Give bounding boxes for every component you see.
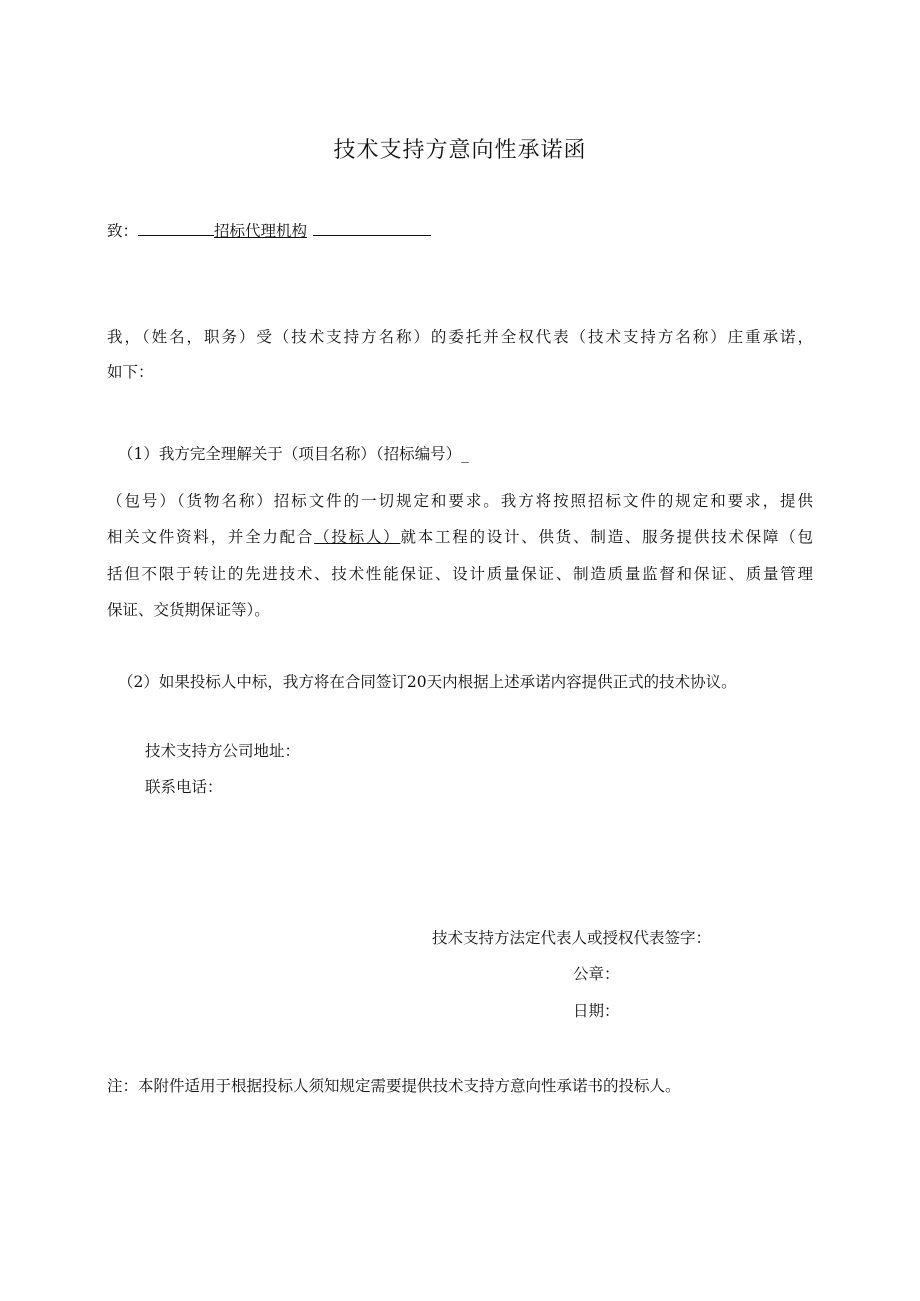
recipient-blank-right bbox=[313, 220, 431, 236]
seal-label: 公章： bbox=[573, 965, 620, 983]
item2-text: （2）如果投标人中标，我方将在合同签订20天内根据上述承诺内容提供正式的技术协议。 bbox=[118, 673, 737, 691]
recipient-label: 致： bbox=[107, 222, 139, 240]
item1-line-1: （1）我方完全理解关于（项目名称）（招标编号）_ bbox=[118, 445, 469, 463]
address-label: 技术支持方公司地址： bbox=[145, 742, 301, 760]
item1-line-3 bbox=[107, 527, 813, 547]
document-title: 技术支持方意向性承诺函 bbox=[333, 138, 587, 163]
recipient-line bbox=[107, 220, 431, 241]
recipient-blank-left bbox=[138, 220, 214, 236]
recipient-name: 招标代理机构 bbox=[214, 222, 308, 240]
item1-line-3-end: 就本工程的设计、供货、制造、服务提供技术保障（包 bbox=[400, 528, 813, 546]
date-label: 日期： bbox=[573, 1002, 620, 1020]
bidder-placeholder: （投标人） bbox=[314, 528, 401, 546]
item1-line-4: 括但不限于转让的先进技术、技术性能保证、设计质量保证、制造质量监督和保证、质量管理 bbox=[107, 565, 813, 583]
item1-line-3-start: 相关文件资料，并全力配合 bbox=[107, 528, 315, 546]
item1-line-2: （包号）（货物名称）招标文件的一切规定和要求。我方将按照招标文件的规定和要求，提供 bbox=[107, 492, 813, 510]
intro-line-1: 我，（姓名，职务）受（技术支持方名称）的委托并全权代表（技术支持方名称）庄重承诺， bbox=[107, 328, 813, 346]
signer-label: 技术支持方法定代表人或授权代表签字： bbox=[432, 929, 712, 947]
item1-line-5: 保证、交货期保证等）。 bbox=[107, 601, 270, 619]
footnote: 注：本附件适用于根据投标人须知规定需要提供技术支持方意向性承诺书的投标人。 bbox=[107, 1077, 681, 1095]
intro-line-2: 如下： bbox=[107, 363, 154, 381]
phone-label: 联系电话： bbox=[145, 778, 223, 796]
